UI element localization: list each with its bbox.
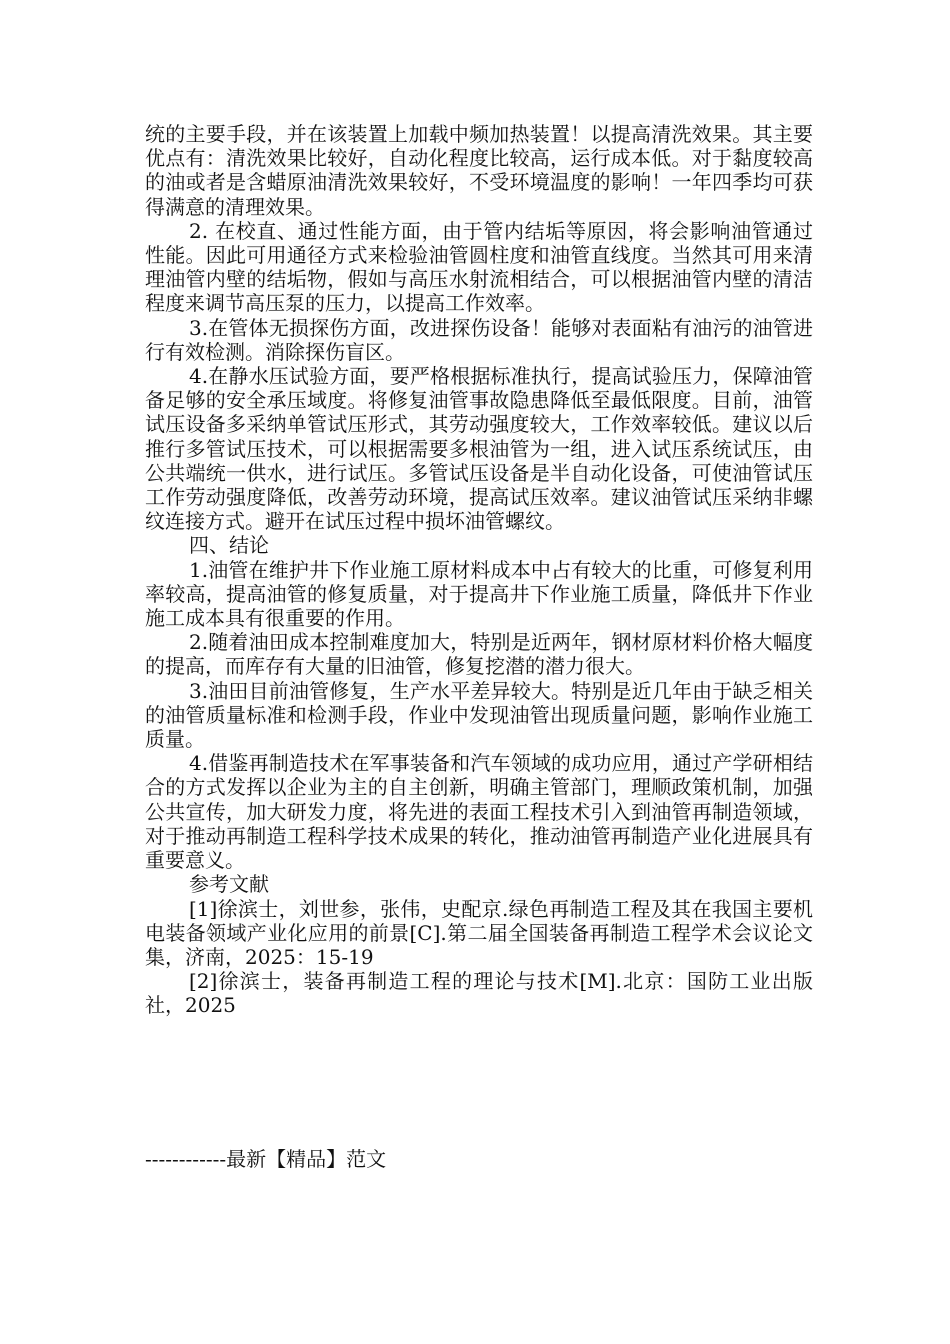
paragraph-flaw-detection: 3.在管体无损探伤方面，改进探伤设备！能够对表面粘有油污的油管进行有效检测。消除探伤盲区。 [145, 315, 813, 364]
reference-item-1: [1]徐滨士，刘世参，张伟，史配京.绿色再制造工程及其在我国主要机电装备领域产业化应用的前景[C].第二届全国装备再制造工程学术会议论文集，济南，2025：15-19 [145, 896, 813, 969]
reference-item-2: [2]徐滨士，装备再制造工程的理论与技术[M].北京：国防工业出版社，2025 [145, 969, 813, 1018]
paragraph-cleaning-method: 统的主要手段，并在该装置上加载中频加热装置！以提高清洗效果。其主要优点有：清洗效果比较好，自动化程度比较高，运行成本低。对于黏度较高的油或者是含蜡原油清洗效果较好，不受环境温度的影响！一年四季均可获得满意的清理效果。 [145, 122, 813, 219]
paragraph-straightening: 2. 在校直、通过性能方面，由于管内结垢等原因，将会影响油管通过性能。因此可用通径方式来检验油管圆柱度和油管直线度。当然其可用来清理油管内壁的结垢物，假如与高压水射流相结合，可以根据油管内壁的清洁程度来调节高压泵的压力，以提高工作效率。 [145, 218, 813, 316]
conclusion-item-3: 3.油田目前油管修复，生产水平差异较大。特别是近几年由于缺乏相关的油管质量标准和检测手段，作业中发现油管出现质量问题，影响作业施工质量。 [145, 678, 813, 752]
page-footer: ------------最新【精品】范文 [145, 1147, 387, 1171]
conclusion-item-2: 2.随着油田成本控制难度加大，特别是近两年，钢材原材料价格大幅度的提高，而库存有大量的旧油管，修复挖潜的潜力很大。 [145, 630, 813, 679]
conclusion-item-4: 4.借鉴再制造技术在军事装备和汽车领域的成功应用，通过产学研相结合的方式发挥以企业为主的自主创新，明确主管部门，理顺政策机制，加强公共宣传，加大研发力度，将先进的表面工程技术引入到油管再制造领域，对于推动再制造工程科学技术成果的转化，推动油管再制造产业化进展具有重要意义。 [145, 751, 813, 873]
conclusion-item-1: 1.油管在维护井下作业施工原材料成本中占有较大的比重，可修复利用率较高，提高油管的修复质量，对于提高井下作业施工质量，降低井下作业施工成本具有很重要的作用。 [145, 557, 813, 631]
references-heading: 参考文献 [189, 872, 269, 897]
section-heading-conclusion: 四、结论 [189, 533, 269, 558]
document-body [145, 122, 813, 1018]
paragraph-pressure-test: 4.在静水压试验方面，要严格根据标准执行，提高试验压力，保障油管备足够的安全承压域度。将修复油管事故隐患降低至最低限度。目前，油管试压设备多采纳单管试压形式，其劳动强度较大，工作效率较低。建议以后推行多管试压技术，可以根据需要多根油管为一组，进入试压系统试压，由公共端统一供水，进行试压。多管试压设备是半自动化设备，可使油管试压工作劳动强度降低，改善劳动环境，提高试压效率。建议油管试压采纳非螺纹连接方式。避开在试压过程中损坏油管螺纹。 [145, 364, 813, 534]
